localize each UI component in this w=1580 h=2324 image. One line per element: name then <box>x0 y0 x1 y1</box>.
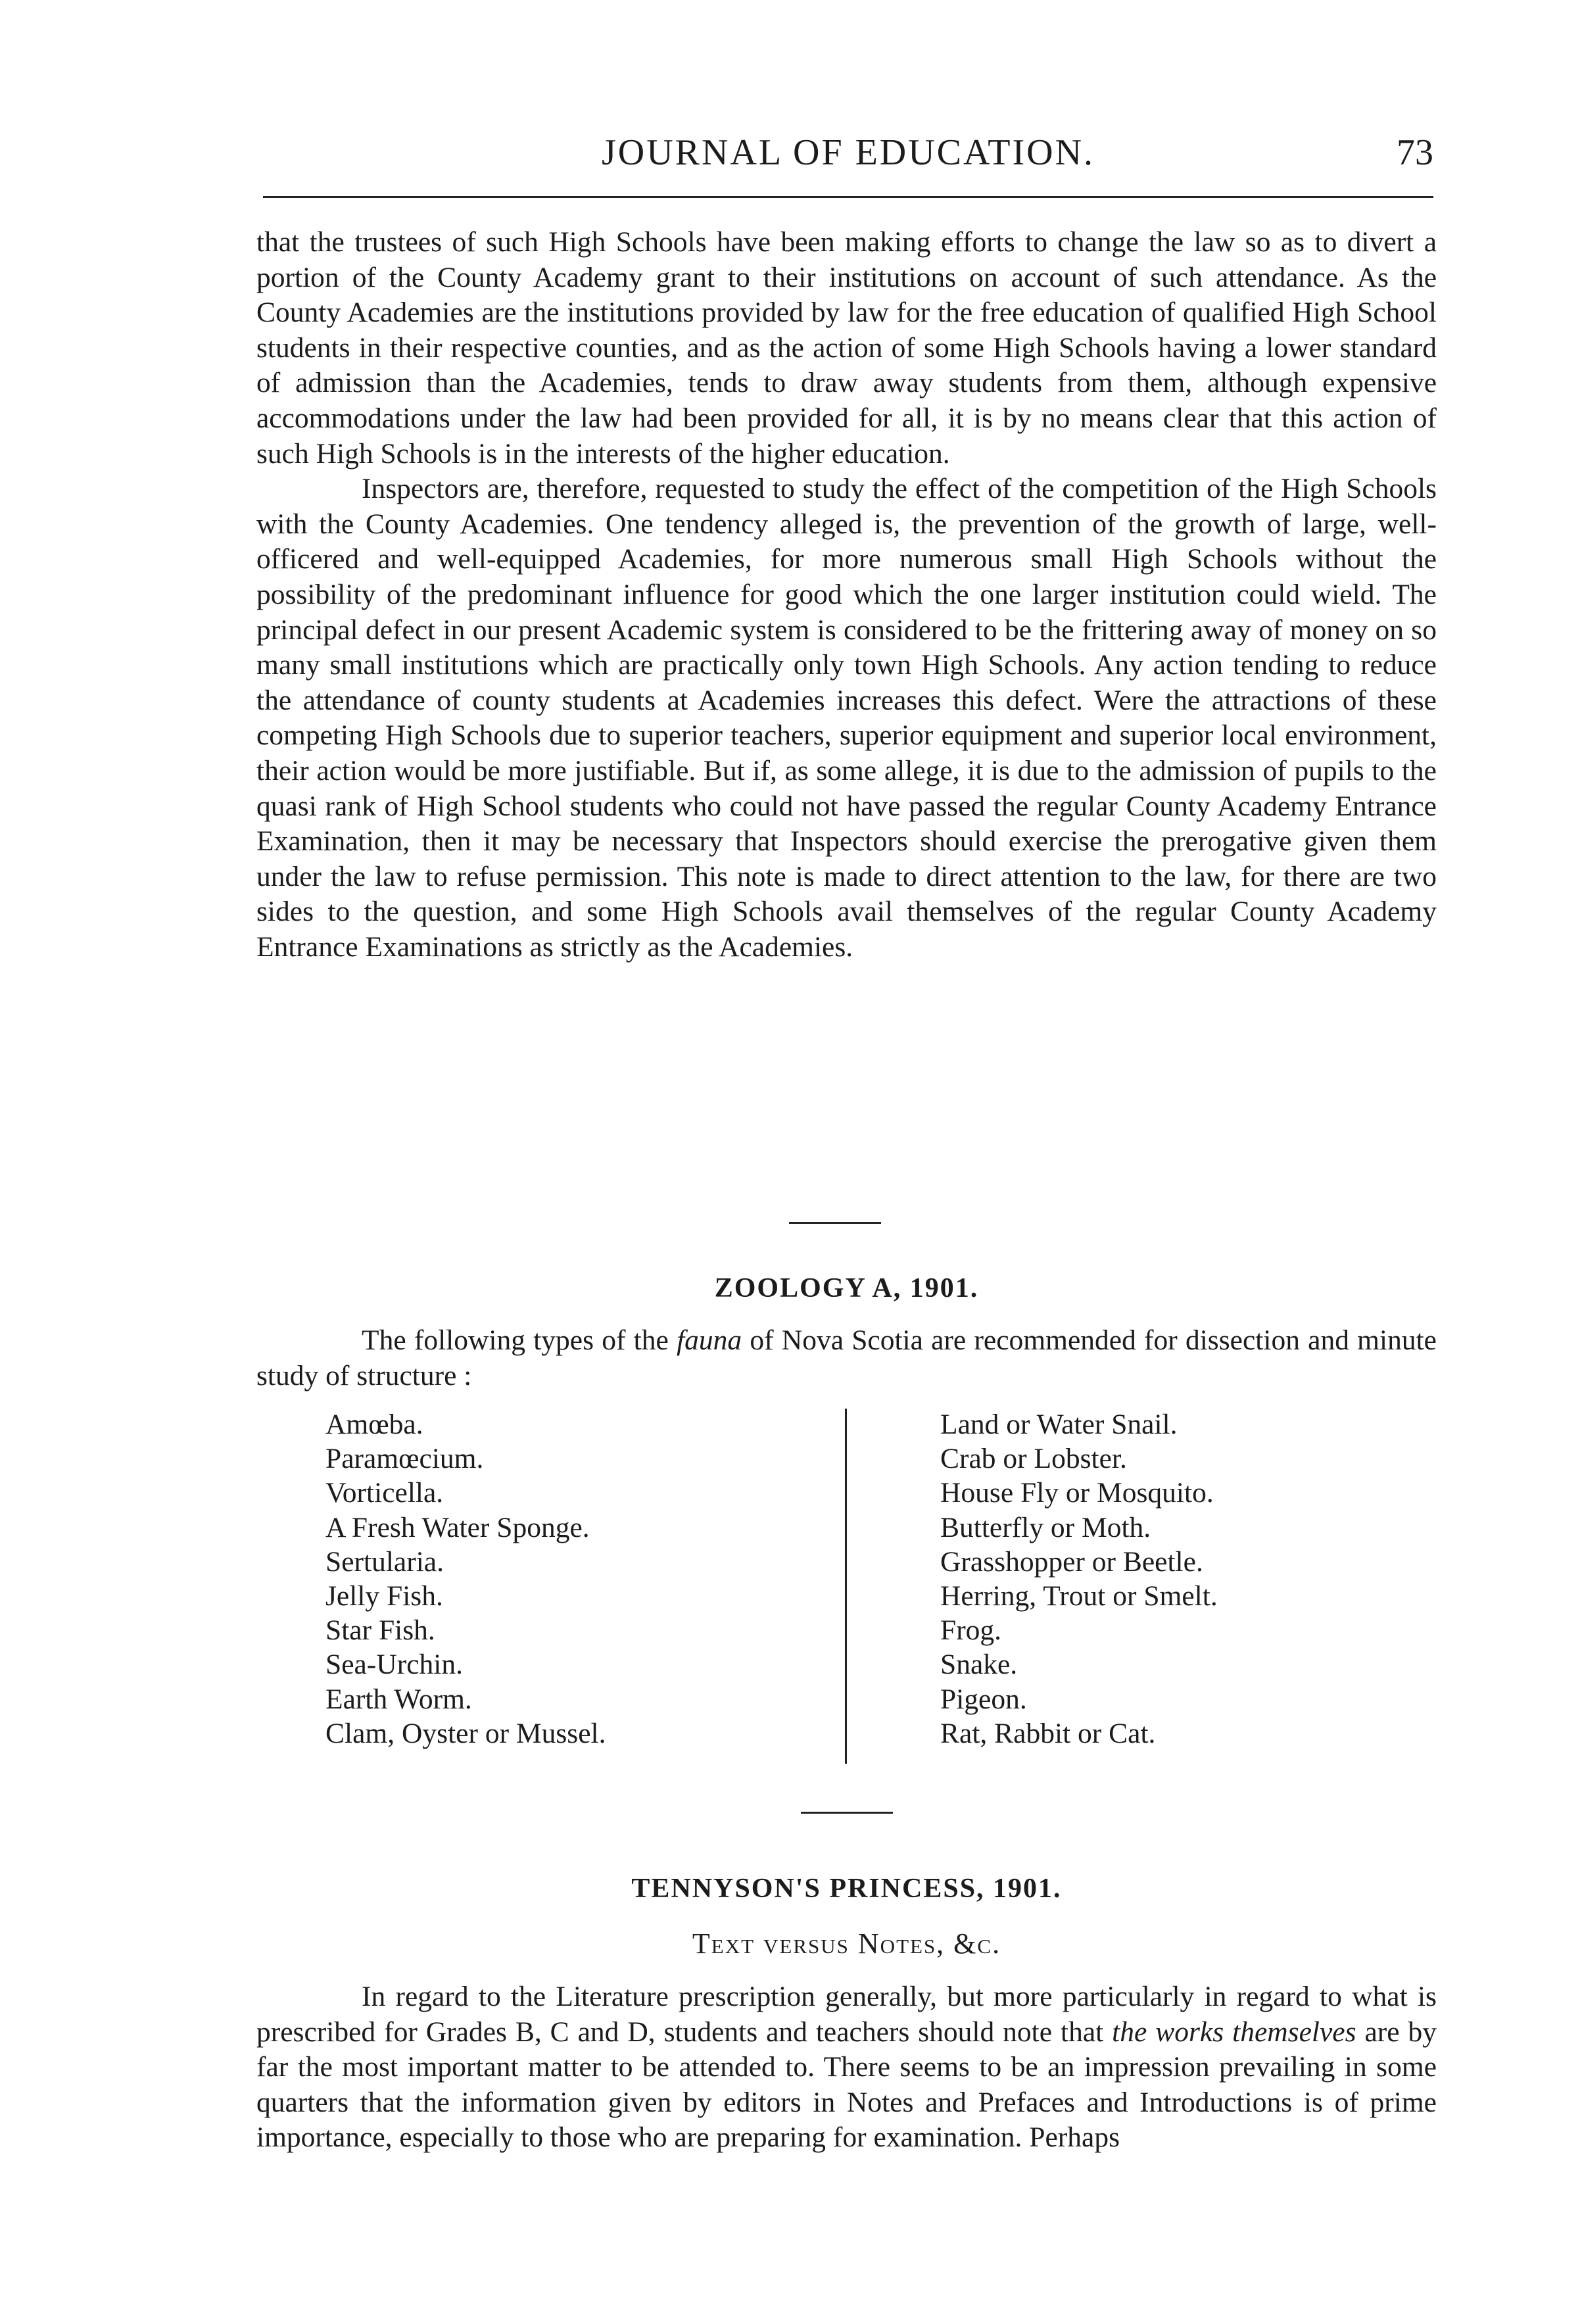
fauna-italic: fauna <box>677 1324 742 1356</box>
intro-paragraph-1: that the trustees of such High Schools have been making efforts to change the law so as to divert a portion of the County Academy grant to their institutions on account of such attendance. As the County Academies are the institutions provided by law for the free education of qualified High School students in their respective counties, and as the action of some High Schools having a lower standard of admission than the Academies, tends to draw away students from them, although expensive accommodations under the law had been provided for all, it is by no means clear that this action of such High Schools is in the interests of the higher education. <box>256 226 1437 470</box>
zoology-intro-before: The following types of the <box>362 1324 677 1356</box>
list-item: Vorticella. <box>325 1477 444 1509</box>
list-item: House Fly or Mosquito. <box>940 1477 1214 1509</box>
page-number: 73 <box>1397 132 1433 173</box>
tennyson-subheading: Text versus Notes, &c. <box>692 1927 1001 1960</box>
intro-section <box>256 225 1437 965</box>
fauna-column-divider <box>845 1409 847 1764</box>
list-item: Paramœcium. <box>325 1443 484 1475</box>
list-item: Butterfly or Moth. <box>940 1511 1151 1543</box>
list-item: Jelly Fish. <box>325 1580 443 1612</box>
zoology-heading: ZOOLOGY A, 1901. <box>714 1273 979 1303</box>
fauna-list-left <box>325 1407 917 1751</box>
list-item: Amœba. <box>325 1409 423 1440</box>
list-item: Frog. <box>940 1614 1002 1647</box>
section-divider-rule <box>801 1812 893 1814</box>
list-item: Crab or Lobster. <box>940 1443 1127 1475</box>
running-head <box>263 132 1433 184</box>
works-italic: the works themselves <box>1112 2016 1356 2048</box>
list-item: Sea-Urchin. <box>325 1649 463 1681</box>
list-item: Clam, Oyster or Mussel. <box>325 1717 606 1749</box>
list-item: Pigeon. <box>940 1683 1027 1715</box>
zoology-intro-paragraph <box>256 1323 1437 1393</box>
list-item: Grasshopper or Beetle. <box>940 1545 1203 1578</box>
list-item: Star Fish. <box>325 1614 435 1647</box>
list-item: Land or Water Snail. <box>940 1409 1178 1440</box>
tennyson-paragraph <box>256 1979 1437 2156</box>
journal-title: JOURNAL OF EDUCATION. <box>601 132 1095 173</box>
list-item: Herring, Trout or Smelt. <box>940 1580 1218 1612</box>
zoology-intro <box>256 1323 1437 1393</box>
zoology-intro-after: of Nova Scotia are recommended for dissection and minute study of structure : <box>256 1324 1437 1392</box>
header-rule <box>263 196 1433 198</box>
section-divider-rule <box>789 1222 881 1224</box>
list-item: Sertularia. <box>325 1545 444 1578</box>
tennyson-text-part2: are by far the most important matter to be attended to. There seems to be an impression prevailing in some quarters that the information given by editors in Notes and Prefaces and Introductions is of prime importance, especially to those who are preparing for examination. Perhaps <box>256 2016 1437 2154</box>
tennyson-heading: TENNYSON'S PRINCESS, 1901. <box>631 1874 1062 1904</box>
list-item: A Fresh Water Sponge. <box>325 1511 590 1543</box>
list-item: Snake. <box>940 1649 1018 1681</box>
tennyson-section <box>256 1979 1437 2156</box>
list-item: Rat, Rabbit or Cat. <box>940 1717 1156 1749</box>
fauna-list-right <box>940 1407 1532 1751</box>
intro-paragraph-2: Inspectors are, therefore, requested to study the effect of the competition of the High Schools with the County Academies. One tendency alleged is, the prevention of the growth of large, well-officered and well-equipped Academies, for more numerous small High Schools without the possibility of the predominant influence for good which the one larger institution could wield. The principal defect in our present Academic system is considered to be the frittering away of money on so many small institutions which are practically only town High Schools. Any action tending to reduce the attendance of county students at Academies increases this defect. Were the attractions of these competing High Schools due to superior teachers, superior equipment and superior local environment, their action would be more justifiable. But if, as some allege, it is due to the admission of pupils to the quasi rank of High School students who could not have passed the regular County Academy Entrance Examination, then it may be necessary that Inspectors should exercise the prerogative given them under the law to refuse permission. This note is made to direct attention to the law, for there are two sides to the question, and some High Schools avail themselves of the regular County Academy Entrance Examinations as strictly as the Academies. <box>256 473 1437 963</box>
tennyson-text-part1: In regard to the Literature prescription generally, but more particularly in regard to what is prescribed for Grades B, C and D, students and teachers should note that <box>256 1981 1437 2048</box>
list-item: Earth Worm. <box>325 1683 472 1715</box>
